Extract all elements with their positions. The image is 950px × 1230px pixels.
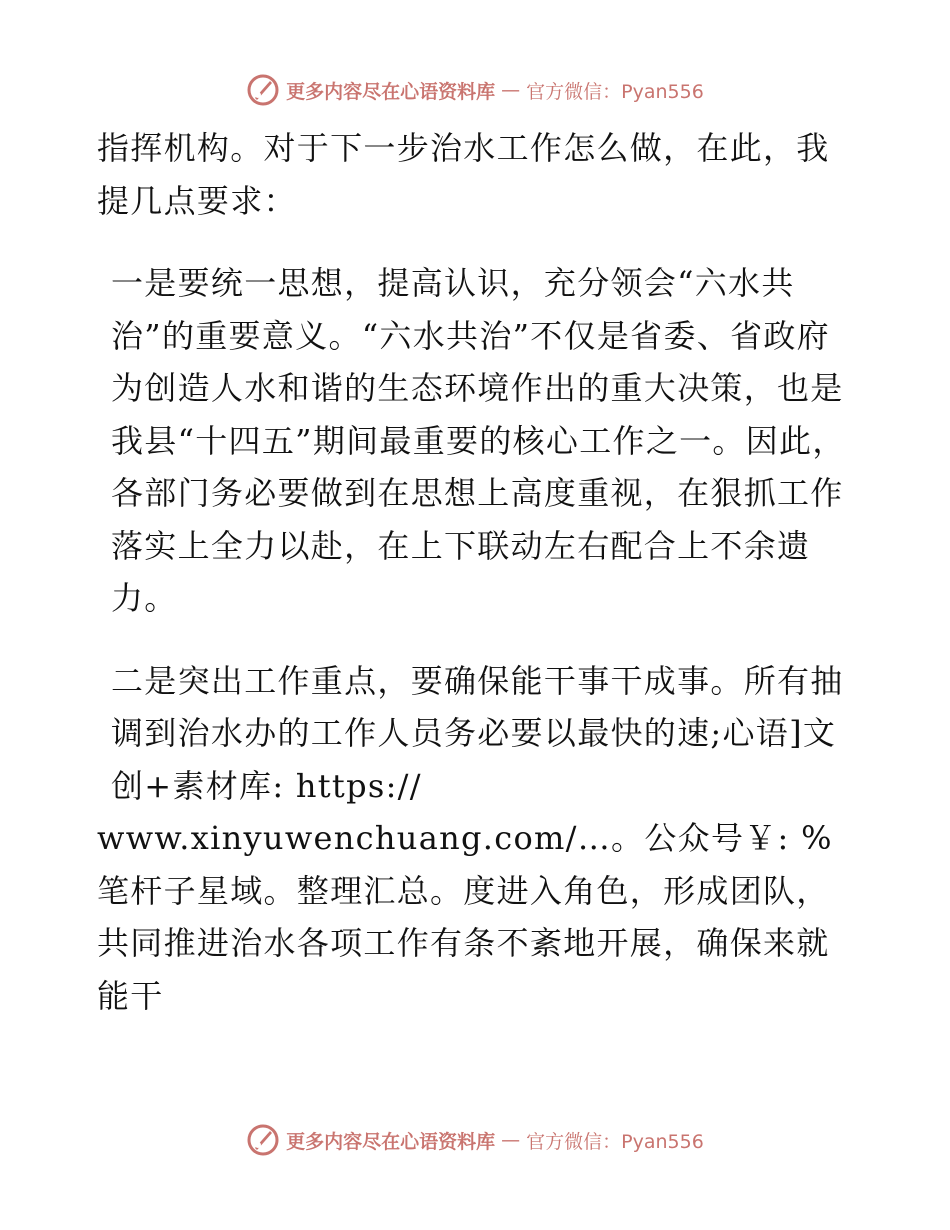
paragraph-2: 一是要统一思想，提高认识，充分领会“六水共治”的重要意义。“六水共治”不仅是省委、省政府为创造人水和谐的生态环境作出的重大决策，也是我县“十四五”期间最重要的核心工作之一。因此，各部门务必要做到在思想上高度重视，在狠抓工作落实上全力以赴，在上下联动左右配合上不余遗力。 xyxy=(111,264,846,617)
quill-logo-icon xyxy=(246,73,280,107)
watermark-account: 官方微信：Pyan556 xyxy=(526,80,704,103)
watermark-text: 更多内容尽在心语资料库 xyxy=(286,80,496,103)
watermark-header xyxy=(0,72,950,108)
watermark-footer xyxy=(0,1122,950,1158)
paragraph-1: 指挥机构。对于下一步治水工作怎么做，在此，我提几点要求： xyxy=(97,129,830,220)
watermark-dash: — xyxy=(501,1129,521,1151)
paragraph-4: www.xinyuwenchuang.com/…。公众号￥: %笔杆子星域。整理汇总。度进入角色，形成团队，共同推进治水各项工作有条不紊地开展，确保来就能干 xyxy=(97,819,833,1015)
paragraph-3: 二是突出工作重点，要确保能干事干成事。所有抽调到治水办的工作人员务必要以最快的速;心语]文创+素材库: https:// xyxy=(111,661,844,805)
watermark-text: 更多内容尽在心语资料库 xyxy=(286,1130,496,1153)
watermark-account: 官方微信：Pyan556 xyxy=(526,1130,704,1153)
watermark-dash: — xyxy=(501,79,521,101)
quill-logo-icon xyxy=(246,1123,280,1157)
document-body xyxy=(97,122,857,1022)
